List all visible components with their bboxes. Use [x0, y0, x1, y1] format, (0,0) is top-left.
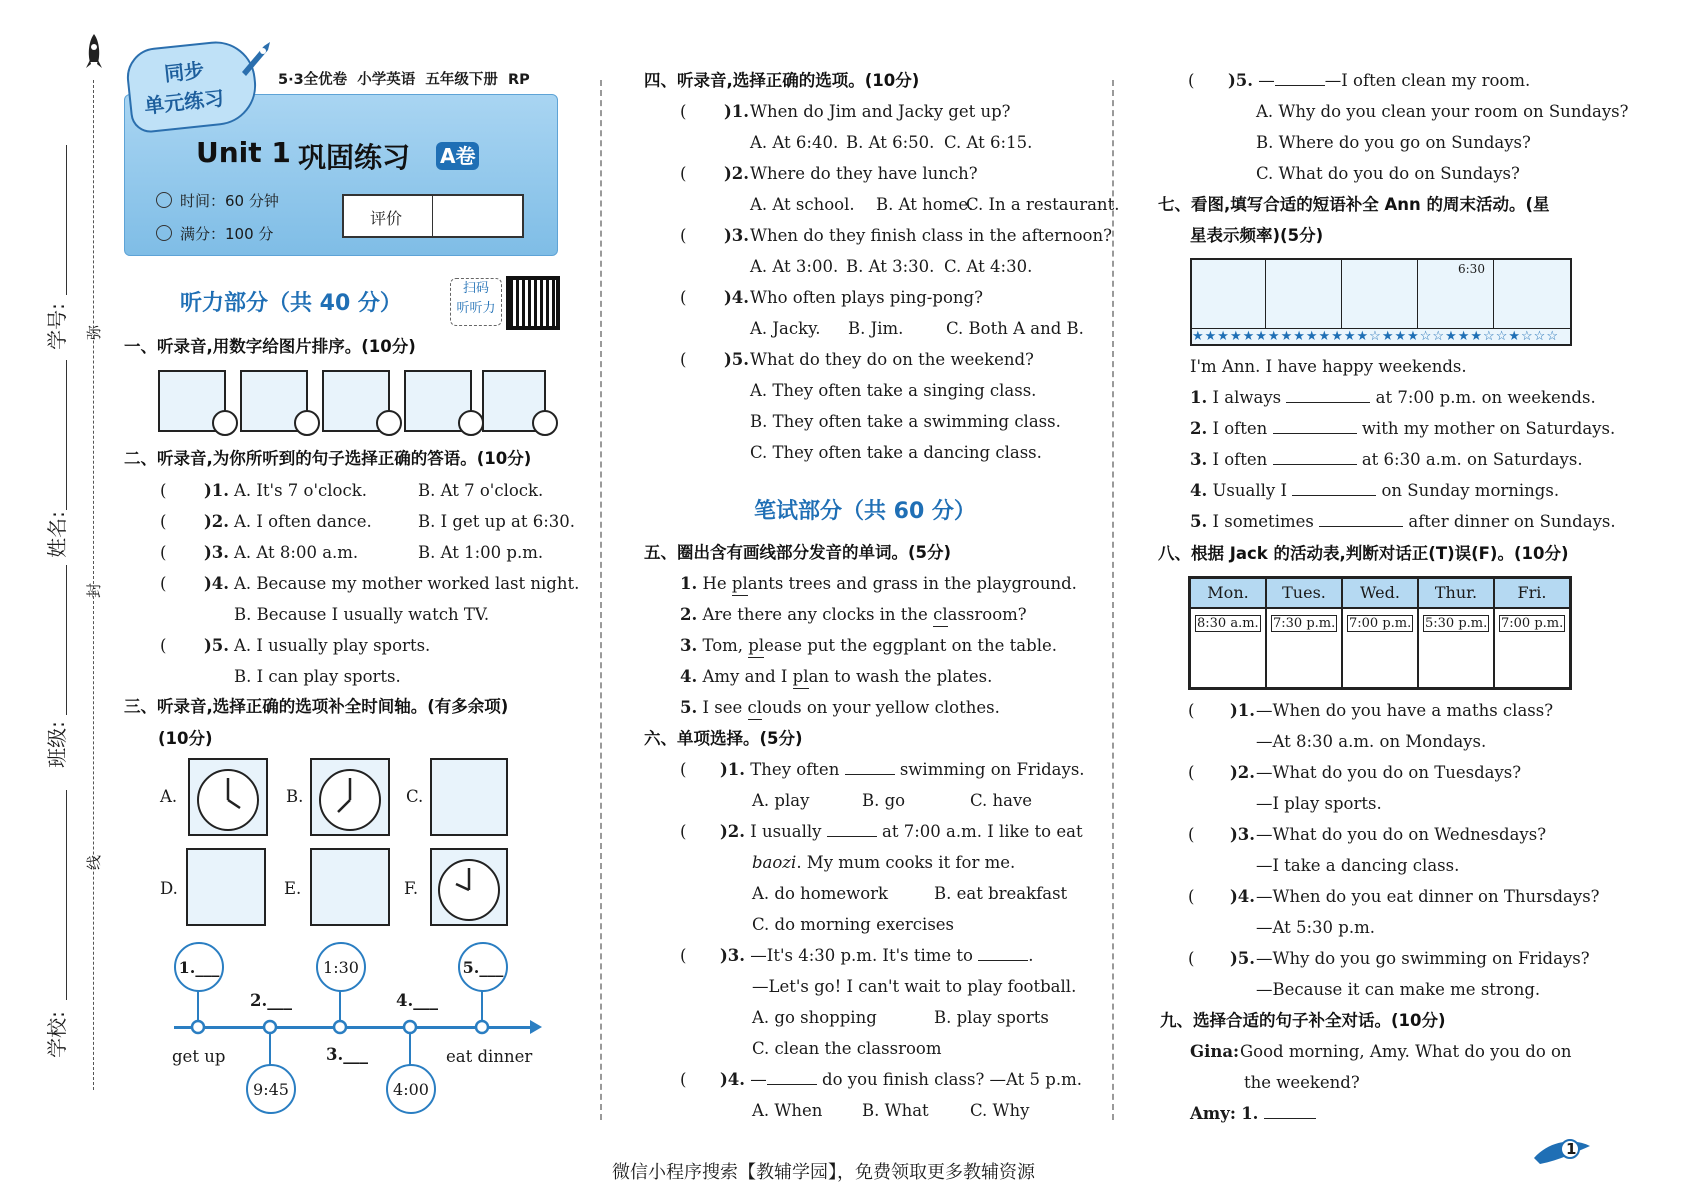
s6-blank-4[interactable] — [767, 1084, 817, 1085]
s4-no-3: )3. — [724, 226, 750, 245]
s2-a-2: A. I often dance. — [234, 512, 372, 531]
s7-blank-5[interactable] — [1319, 526, 1403, 527]
s6-no-1: )1. — [720, 760, 746, 779]
s4-4-c: C. Both A and B. — [946, 319, 1084, 338]
s4-paren-1[interactable]: ( — [680, 102, 687, 121]
s6-q5-post: —I often clean my room. — [1324, 71, 1531, 90]
timeline-slot-3[interactable]: 3.___ — [326, 1045, 368, 1064]
section5-title: 五、圈出含有画线部分发音的单词。(5分) — [644, 543, 952, 562]
s6-paren-2[interactable]: ( — [680, 822, 687, 841]
schedule-time-fri: 7:00 p.m. — [1501, 616, 1564, 631]
s6-q5-pre: — — [1258, 71, 1275, 90]
s4-q-4: Who often plays ping-pong? — [750, 288, 983, 307]
option-label-d: D. — [160, 879, 178, 898]
s2-paren-5[interactable]: ( — [160, 636, 167, 655]
juan-badge: A卷 — [436, 142, 479, 170]
s7-blank-1[interactable] — [1286, 402, 1370, 403]
s5-post-1: ants trees and grass in the playground. — [747, 574, 1077, 593]
s7-blank-4[interactable] — [1292, 495, 1376, 496]
s5-underline-2: cl — [933, 604, 948, 627]
s6-q1 — [720, 759, 1085, 781]
timeline-eatdinner: eat dinner — [446, 1047, 533, 1066]
class-label: 班级: — [44, 721, 69, 768]
s7-pre-2: I often — [1212, 419, 1268, 438]
section3-title-score: (10分) — [158, 729, 213, 748]
s2-a-3: A. At 8:00 a.m. — [234, 543, 359, 562]
s8-paren-1[interactable]: ( — [1188, 701, 1195, 720]
s2-no-2: )2. — [204, 512, 230, 531]
page-number: 1 — [1566, 1140, 1577, 1158]
section7-title: 七、看图,填写合适的短语补全 Ann 的周末活动。(星 — [1158, 195, 1550, 214]
s6-3-a: A. go shopping — [752, 1008, 877, 1027]
s6-2-a: A. do homework — [752, 884, 889, 903]
s4-2-a: A. At school. — [750, 195, 855, 214]
s6-q1-pre: They often — [750, 760, 840, 779]
timeline-time-945 — [246, 1064, 296, 1114]
seal-text-feng: 封 — [85, 582, 104, 599]
s6-q4 — [720, 1069, 1082, 1091]
s7-pre-5: I sometimes — [1212, 512, 1314, 531]
s5-no-5: 5. — [680, 698, 698, 717]
seal-text-xian: 线 — [85, 854, 104, 871]
badge-line2: 单元练习 — [143, 85, 226, 119]
s8-no-4: )4. — [1230, 887, 1256, 906]
student-name-label: 姓名: — [44, 511, 69, 558]
s5-post-2: assroom? — [947, 605, 1027, 624]
s6-5-b: B. Where do you go on Sundays? — [1256, 133, 1531, 152]
s4-no-1: )1. — [724, 102, 750, 121]
s7-blank-2[interactable] — [1273, 433, 1357, 434]
s6-blank-2[interactable] — [827, 836, 877, 837]
column-divider-1 — [600, 80, 602, 1120]
s4-1-b: B. At 6:50. — [846, 133, 935, 152]
s9-amy-no: 1. — [1241, 1104, 1259, 1123]
s9-gina: Gina: — [1190, 1042, 1240, 1061]
s6-no-2: )2. — [720, 822, 746, 841]
s2-a-5: A. I usually play sports. — [234, 636, 431, 655]
s7-item-4 — [1190, 480, 1559, 502]
s4-paren-3[interactable]: ( — [680, 226, 687, 245]
s7-post-4: on Sunday mornings. — [1381, 481, 1560, 500]
qr-caption-line1: 扫码 — [462, 281, 489, 296]
s4-4-a: A. Jacky. — [750, 319, 821, 338]
schedule-day-tues — [1266, 578, 1342, 608]
s4-q-2: Where do they have lunch? — [750, 164, 978, 183]
s4-paren-5[interactable]: ( — [680, 350, 687, 369]
time-info: 时间：60 分钟 — [180, 192, 279, 210]
s6-q4-post: do you finish class? —At 5 p.m. — [822, 1070, 1082, 1089]
s2-b-2: B. I get up at 6:30. — [418, 512, 576, 531]
s4-5-c: C. They often take a dancing class. — [750, 443, 1042, 462]
s6-3-c: C. clean the classroom — [752, 1039, 942, 1058]
schedule-day-fri-label: Fri. — [1517, 583, 1547, 602]
schedule-time-tues: 7:30 p.m. — [1273, 616, 1336, 631]
strip-panel-dishes — [1266, 260, 1342, 328]
s2-a-1: A. It's 7 o'clock. — [234, 481, 367, 500]
s8-paren-2[interactable]: ( — [1188, 763, 1195, 782]
s2-b-1: B. At 7 o'clock. — [418, 481, 544, 500]
s8-no-3: )3. — [1230, 825, 1256, 844]
s5-pre-3: Tom, — [702, 636, 749, 655]
section6-title: 六、单项选择。(5分) — [644, 729, 803, 748]
s4-no-5: )5. — [724, 350, 750, 369]
s4-5-a: A. They often take a singing class. — [750, 381, 1037, 400]
schedule-day-wed-label: Wed. — [1360, 583, 1400, 602]
s5-no-1: 1. — [680, 574, 698, 593]
s2-b-3: B. At 1:00 p.m. — [418, 543, 544, 562]
writing-section-title: 笔试部分（共 60 分） — [754, 499, 976, 524]
s6-blank-1[interactable] — [845, 774, 895, 775]
schedule-time-mon: 8:30 a.m. — [1197, 616, 1259, 631]
frequency-stars: ★★★★★★★★★★★★★★☆★★★☆☆★★★☆☆★☆☆☆ — [1192, 328, 1570, 346]
s9-blank-1[interactable] — [1264, 1118, 1316, 1119]
s5-post-5: ouds on your yellow clothes. — [762, 698, 1000, 717]
s5-post-4: an to wash the plates. — [808, 667, 993, 686]
s4-paren-4[interactable]: ( — [680, 288, 687, 307]
s6-5-c: C. What do you do on Sundays? — [1256, 164, 1520, 183]
s6-q3-line2: —Let's go! I can't wait to play football. — [752, 977, 1077, 996]
s5-pre-4: Amy and I — [702, 667, 793, 686]
s9-line1: Good morning, Amy. What do you do on — [1240, 1042, 1572, 1061]
s6-q2 — [720, 821, 1083, 843]
s2-b-5: B. I can play sports. — [234, 667, 401, 686]
s8-q-4: —When do you eat dinner on Thursdays? — [1256, 887, 1600, 906]
s7-post-1: at 7:00 p.m. on weekends. — [1375, 388, 1596, 407]
schedule-day-fri — [1494, 578, 1570, 608]
schedule-day-thur — [1418, 578, 1494, 608]
student-number-label: 学号: — [44, 303, 69, 350]
s7-item-2 — [1190, 418, 1615, 440]
s5-underline-1: pl — [732, 573, 748, 596]
section7-title-cont: 星表示频率)(5分) — [1190, 226, 1324, 245]
option-label-a: A. — [160, 787, 178, 806]
s2-paren-2[interactable]: ( — [160, 512, 167, 531]
s6-2-b: B. eat breakfast — [934, 884, 1068, 903]
s7-no-1: 1. — [1190, 388, 1208, 407]
s6-no-5: )5. — [1228, 71, 1254, 90]
schedule-cell-tues — [1266, 608, 1342, 688]
s8-q-3: —What do you do on Wednesdays? — [1256, 825, 1547, 844]
s6-q3 — [720, 945, 1033, 967]
s9-amy — [1190, 1103, 1316, 1125]
s4-no-4: )4. — [724, 288, 750, 307]
s5-item-5[interactable] — [680, 697, 1000, 720]
s6-q2-rest: . My mum cooks it for me. — [796, 853, 1016, 872]
timeline-slot-1[interactable] — [174, 942, 224, 992]
section4-title: 四、听录音,选择正确的选项。(10分) — [644, 71, 920, 90]
s6-q3-post: . — [1028, 946, 1034, 965]
s6-q3-pre: —It's 4:30 p.m. It's time to — [750, 946, 973, 965]
badge-line1: 同步 — [163, 57, 206, 87]
s8-q-2: —What do you do on Tuesdays? — [1256, 763, 1522, 782]
s8-a-5: —Because it can make me strong. — [1256, 980, 1541, 999]
strip-clock-label: 6:30 — [1458, 262, 1485, 276]
s7-blank-3[interactable] — [1273, 464, 1357, 465]
s5-item-3[interactable] — [680, 635, 1057, 658]
s6-paren-5[interactable]: ( — [1188, 71, 1195, 90]
s6-1-c: C. have — [970, 791, 1033, 810]
schedule-cell-mon — [1190, 608, 1266, 688]
section3-title: 三、听录音,选择正确的选项补全时间轴。(有多余项) — [124, 697, 509, 716]
page-title: 巩固练习 — [298, 141, 411, 174]
s6-q2-post: at 7:00 a.m. I like to eat — [882, 822, 1083, 841]
s8-paren-4[interactable]: ( — [1188, 887, 1195, 906]
s2-paren-1[interactable]: ( — [160, 481, 167, 500]
option-label-c: C. — [406, 787, 424, 806]
section1-title: 一、听录音,用数字给图片排序。(10分) — [124, 337, 416, 356]
s2-paren-4[interactable]: ( — [160, 574, 167, 593]
section2-title: 二、听录音,为你所听到的句子选择正确的答语。(10分) — [124, 449, 532, 468]
s8-paren-3[interactable]: ( — [1188, 825, 1195, 844]
s4-3-a: A. At 3:00. — [750, 257, 839, 276]
strip-panel-walking — [1494, 260, 1570, 328]
s6-paren-1[interactable]: ( — [680, 760, 687, 779]
schedule-time-thur: 5:30 p.m. — [1425, 616, 1488, 631]
s4-4-b: B. Jim. — [848, 319, 904, 338]
s7-post-5: after dinner on Sundays. — [1408, 512, 1616, 531]
s6-1-b: B. go — [862, 791, 906, 810]
schedule-cell-wed — [1342, 608, 1418, 688]
schedule-cell-fri — [1494, 608, 1570, 688]
listening-section-title: 听力部分（共 40 分） — [180, 291, 402, 316]
s6-q2-line2 — [752, 852, 1015, 874]
s7-item-3 — [1190, 449, 1583, 471]
s6-blank-5[interactable] — [1275, 85, 1325, 86]
s9-amy-label: Amy: — [1190, 1104, 1236, 1123]
s4-3-b: B. At 3:30. — [846, 257, 935, 276]
s5-no-4: 4. — [680, 667, 698, 686]
s6-q4-pre: — — [750, 1070, 767, 1089]
s4-3-c: C. At 4:30. — [944, 257, 1033, 276]
s6-4-a: A. When — [752, 1101, 823, 1120]
s6-3-b: B. play sports — [934, 1008, 1049, 1027]
s4-2-b: B. At home. — [876, 195, 974, 214]
timeline-slot-4[interactable]: 4.___ — [396, 991, 438, 1010]
s5-item-2[interactable] — [680, 604, 1027, 627]
s6-q5 — [1228, 70, 1530, 92]
s7-no-3: 3. — [1190, 450, 1208, 469]
ann-weekend-strip — [1190, 258, 1572, 346]
footer-note: 微信小程序搜索【教辅学园】，免费领取更多教辅资源 — [612, 1162, 1035, 1183]
s8-a-1: —At 8:30 a.m. on Mondays. — [1256, 732, 1487, 751]
s4-q-3: When do they finish class in the afternoon? — [750, 226, 1112, 245]
s8-no-2: )2. — [1230, 763, 1256, 782]
s4-paren-2[interactable]: ( — [680, 164, 687, 183]
score-info: 满分：100 分 — [180, 225, 274, 243]
s7-item-1 — [1190, 387, 1596, 409]
section8-title: 八、根据 Jack 的活动表,判断对话正(T)误(F)。(10分) — [1158, 544, 1569, 563]
timeline-slot-2[interactable]: 2.___ — [250, 991, 292, 1010]
s5-item-4[interactable] — [680, 666, 992, 689]
s6-1-a: A. play — [752, 791, 810, 810]
s2-no-4: )4. — [204, 574, 230, 593]
s5-underline-3: pl — [748, 635, 764, 658]
s8-paren-5[interactable]: ( — [1188, 949, 1195, 968]
timeline-time-945-label: 9:45 — [253, 1079, 289, 1099]
option-label-b: B. — [286, 787, 304, 806]
timeline-slot-1-label: 1.___ — [178, 957, 220, 977]
s5-pre-5: I see — [702, 698, 748, 717]
s5-pre-1: He — [702, 574, 732, 593]
s6-blank-3[interactable] — [978, 960, 1028, 961]
s2-b-4: B. Because I usually watch TV. — [234, 605, 490, 624]
timeline-slot-5[interactable] — [458, 942, 508, 992]
page-number-badge — [1530, 1136, 1594, 1166]
s6-q2-pre: I usually — [750, 822, 822, 841]
s7-post-2: with my mother on Saturdays. — [1361, 419, 1616, 438]
schedule-cell-thur — [1418, 608, 1494, 688]
s6-paren-4[interactable]: ( — [680, 1070, 687, 1089]
s8-no-1: )1. — [1230, 701, 1256, 720]
rocket-page-icon — [1530, 1136, 1594, 1166]
timeline-time-130-label: 1:30 — [323, 957, 359, 977]
schedule-time-wed: 7:00 p.m. — [1349, 616, 1412, 631]
s7-intro: I'm Ann. I have happy weekends. — [1190, 357, 1467, 376]
timeline-time-130 — [316, 942, 366, 992]
qr-caption-line2: 听听力 — [456, 301, 496, 316]
schedule-day-tues-label: Tues. — [1282, 583, 1326, 602]
s6-q1-post: swimming on Fridays. — [899, 760, 1085, 779]
evaluation-label: 评价 — [370, 209, 403, 228]
s8-a-4: —At 5:30 p.m. — [1256, 918, 1375, 937]
s4-1-a: A. At 6:40. — [750, 133, 839, 152]
s8-q-1: —When do you have a maths class? — [1256, 701, 1554, 720]
s2-a-4: A. Because my mother worked last night. — [234, 574, 580, 593]
schedule-day-wed — [1342, 578, 1418, 608]
s8-q-5: —Why do you go swimming on Fridays? — [1256, 949, 1590, 968]
s4-no-2: )2. — [724, 164, 750, 183]
option-label-e: E. — [284, 879, 302, 898]
s6-paren-3[interactable]: ( — [680, 946, 687, 965]
s6-4-c: C. Why — [970, 1101, 1030, 1120]
timeline-time-400 — [386, 1064, 436, 1114]
column-divider-2 — [1112, 80, 1114, 1120]
s7-post-3: at 6:30 a.m. on Saturdays. — [1361, 450, 1583, 469]
s6-no-4: )4. — [720, 1070, 746, 1089]
series-info: 5·3全优卷 小学英语 五年级下册 RP — [278, 72, 530, 88]
s4-q-1: When do Jim and Jacky get up? — [750, 102, 1011, 121]
s8-a-2: —I play sports. — [1256, 794, 1382, 813]
seal-text-mi: 弥 — [85, 324, 104, 341]
timeline-time-400-label: 4:00 — [393, 1079, 429, 1099]
s7-pre-4: Usually I — [1212, 481, 1287, 500]
s7-no-2: 2. — [1190, 419, 1208, 438]
strip-panel-sweeping — [1342, 260, 1418, 328]
s4-5-b: B. They often take a swimming class. — [750, 412, 1061, 431]
s7-pre-1: I always — [1212, 388, 1282, 407]
s6-no-3: )3. — [720, 946, 746, 965]
s5-underline-5: cl — [748, 697, 763, 720]
s5-underline-4: pl — [793, 666, 809, 689]
s4-2-c: C. In a restaurant. — [966, 195, 1120, 214]
schedule-day-mon — [1190, 578, 1266, 608]
s9-line2: the weekend? — [1244, 1073, 1360, 1092]
s7-no-5: 5. — [1190, 512, 1208, 531]
s2-no-3: )3. — [204, 543, 230, 562]
s7-item-5 — [1190, 511, 1616, 533]
s4-1-c: C. At 6:15. — [944, 133, 1033, 152]
s5-pre-2: Are there any clocks in the — [702, 605, 934, 624]
school-label: 学校: — [44, 1011, 69, 1058]
unit-label: Unit 1 — [196, 136, 291, 169]
s2-paren-3[interactable]: ( — [160, 543, 167, 562]
s8-no-5: )5. — [1230, 949, 1256, 968]
s8-a-3: —I take a dancing class. — [1256, 856, 1460, 875]
option-label-f: F. — [404, 879, 419, 898]
s6-2-c: C. do morning exercises — [752, 915, 955, 934]
s6-4-b: B. What — [862, 1101, 929, 1120]
s6-5-a: A. Why do you clean your room on Sundays? — [1256, 102, 1629, 121]
schedule-day-thur-label: Thur. — [1434, 583, 1478, 602]
s5-item-1[interactable] — [680, 573, 1077, 596]
s5-no-2: 2. — [680, 605, 698, 624]
section9-title: 九、选择合适的句子补全对话。(10分) — [1160, 1011, 1446, 1030]
schedule-day-mon-label: Mon. — [1207, 583, 1249, 602]
s6-q2-baozi: baozi — [752, 853, 797, 872]
s2-no-5: )5. — [204, 636, 230, 655]
strip-panel-shopping — [1192, 260, 1266, 328]
s7-no-4: 4. — [1190, 481, 1208, 500]
timeline-getup: get up — [172, 1047, 226, 1066]
s7-pre-3: I often — [1212, 450, 1268, 469]
s5-post-3: ease put the eggplant on the table. — [764, 636, 1057, 655]
s5-no-3: 3. — [680, 636, 698, 655]
timeline-slot-5-label: 5.___ — [462, 957, 504, 977]
s4-q-5: What do they do on the weekend? — [750, 350, 1034, 369]
timeline-nodes — [0, 0, 560, 1100]
s2-no-1: )1. — [204, 481, 230, 500]
